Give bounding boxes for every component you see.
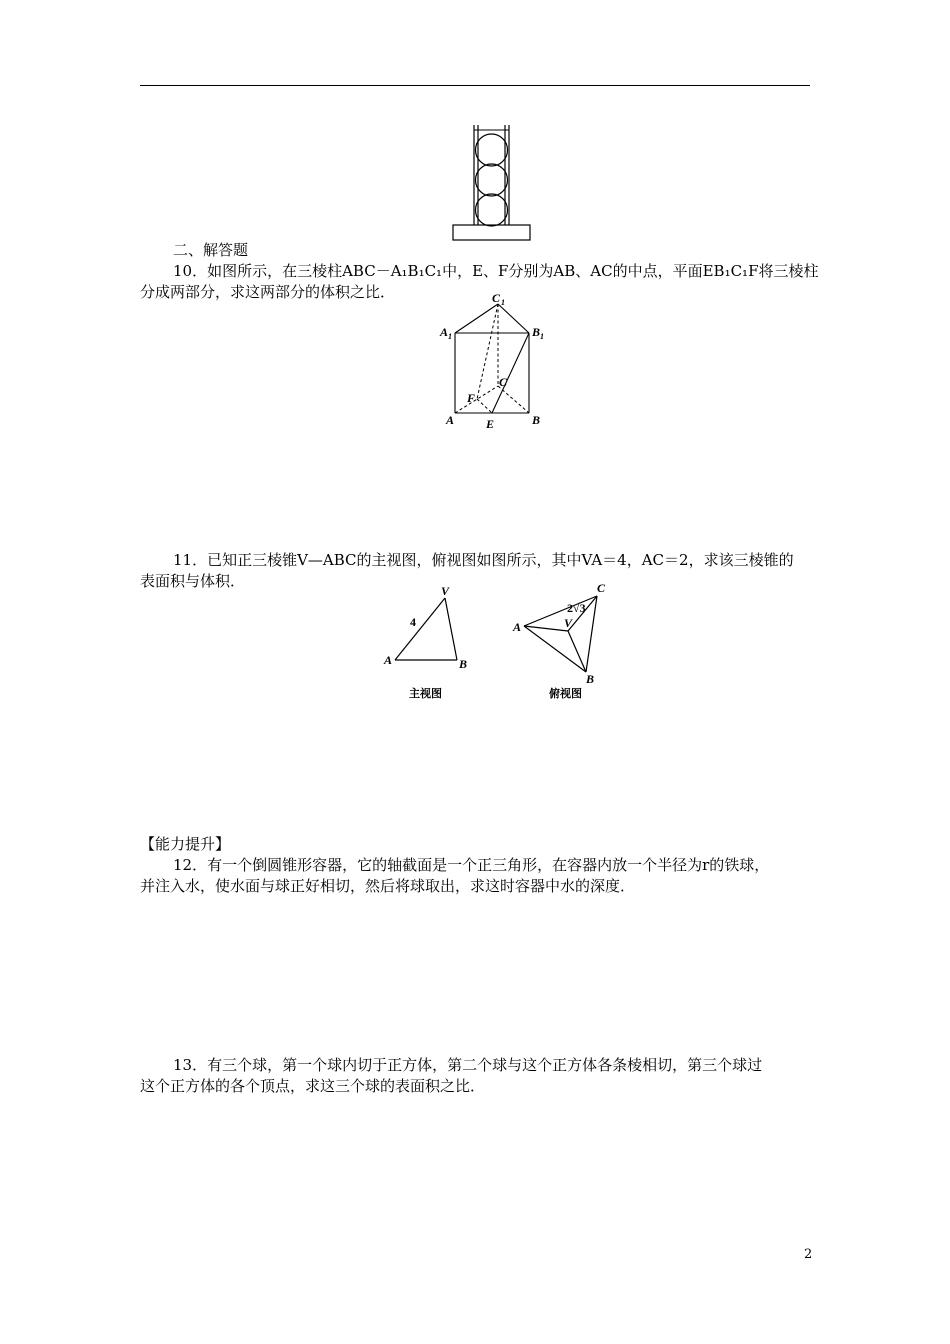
problem-12-line-1: 12．有一个倒圆锥形容器，它的轴截面是一个正三角形，在容器内放一个半径为r的铁球， bbox=[173, 856, 770, 874]
problem-12-line-2: 并注入水，使水面与球正好相切，然后将球取出，求这时容器中水的深度． bbox=[140, 877, 636, 895]
problem-10-line-1: 10．如图所示，在三棱柱ABC－A₁B₁C₁中，E、F分别为AB、AC的中点，平面EB₁C₁F将三棱柱 bbox=[173, 262, 819, 280]
page-number: 2 bbox=[804, 1247, 813, 1262]
problem-13-line-2: 这个正方体的各个顶点，求这三个球的表面积之比． bbox=[140, 1077, 486, 1095]
label-F: F bbox=[467, 391, 476, 405]
label-C: C bbox=[499, 375, 508, 389]
problem-11-line-1: 11．已知正三棱锥V—ABC的主视图，俯视图如图所示，其中VA＝4，AC＝2，求该三棱锥的 bbox=[173, 551, 794, 569]
top-label-length: 2√3 bbox=[567, 601, 586, 615]
problem-10-line-2: 分成两部分，求这两部分的体积之比． bbox=[140, 283, 396, 301]
svg-text:1: 1 bbox=[540, 332, 544, 341]
section-heading-solutions: 二、解答题 bbox=[173, 241, 249, 259]
top-label-B: B bbox=[586, 672, 595, 686]
front-label-V: V bbox=[441, 584, 450, 598]
svg-text:1: 1 bbox=[448, 332, 452, 341]
problem-13-line-1: 13．有三个球，第一个球内切于正方体，第二个球与这个正方体各条棱相切，第三个球过 bbox=[173, 1056, 763, 1074]
problem-13 bbox=[140, 1055, 812, 1097]
top-label-V: V bbox=[564, 616, 573, 630]
ability-heading: 【能力提升】 bbox=[140, 835, 231, 853]
top-view-caption: 俯视图 bbox=[549, 687, 582, 700]
front-label-B: B bbox=[459, 657, 468, 671]
svg-text:1: 1 bbox=[501, 298, 505, 307]
label-C1: C bbox=[492, 291, 501, 305]
label-A: A bbox=[446, 413, 455, 427]
top-label-A: A bbox=[513, 620, 522, 634]
front-label-length: 4 bbox=[410, 615, 416, 629]
top-label-C: C bbox=[597, 581, 606, 595]
label-B: B bbox=[532, 413, 541, 427]
label-B1: B bbox=[532, 325, 541, 339]
front-view-caption: 主视图 bbox=[409, 687, 442, 700]
problem-11-line-2: 表面积与体积． bbox=[140, 572, 246, 590]
label-A1: A bbox=[440, 325, 449, 339]
problem-12 bbox=[140, 855, 812, 897]
label-E: E bbox=[486, 417, 495, 431]
front-label-A: A bbox=[384, 653, 393, 667]
